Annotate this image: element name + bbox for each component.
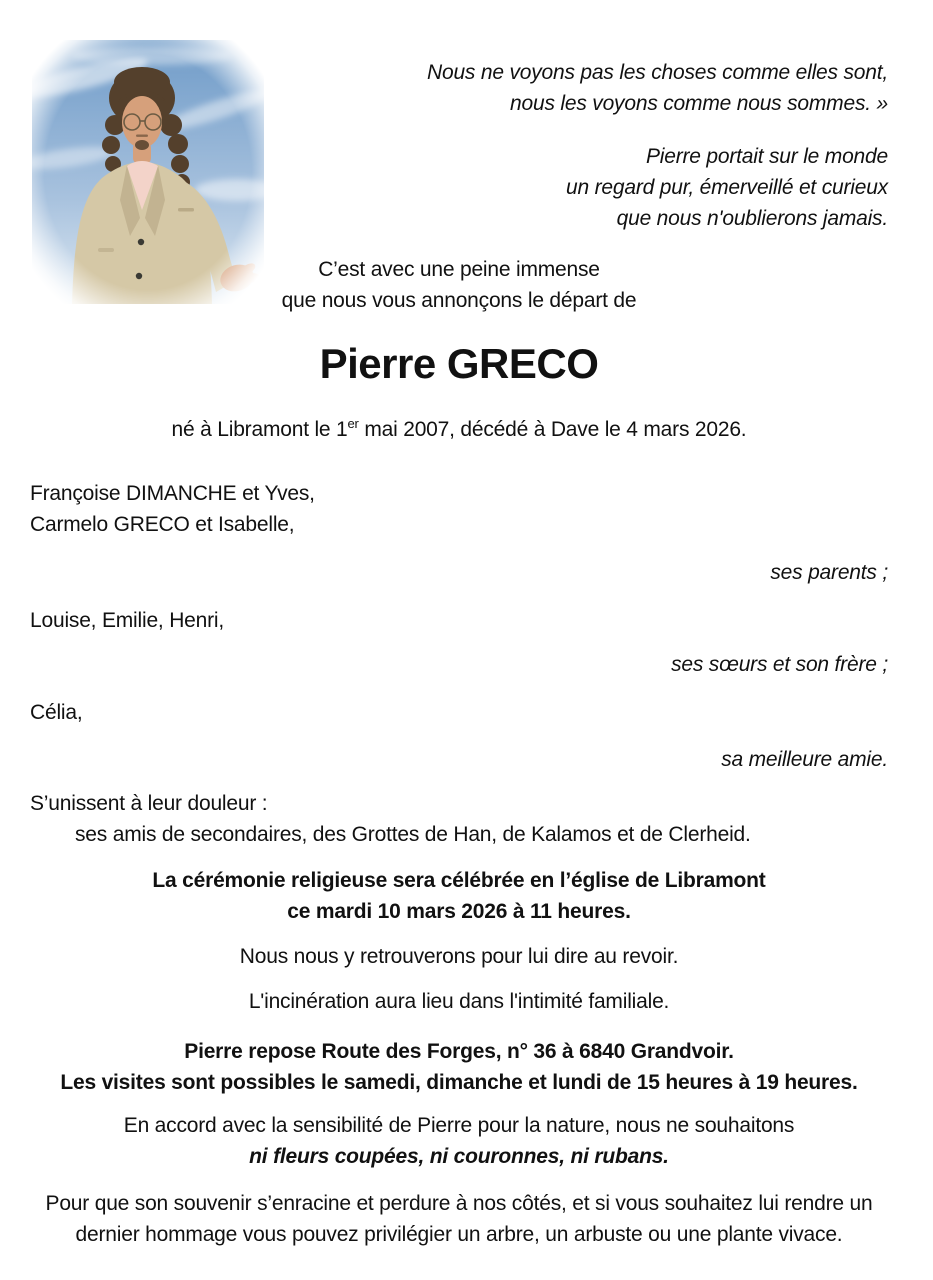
repose-details [30, 1036, 888, 1098]
relation-label-best-friend: sa meilleure amie. [721, 748, 888, 771]
relation-label-parents: ses parents ; [770, 561, 888, 584]
parents-names [30, 478, 888, 540]
repose-line2: Les visites sont possibles le samedi, dimanche et lundi de 15 heures à 19 heures. [60, 1071, 858, 1094]
life-dates-superscript: er [347, 416, 359, 431]
opening-quote-line1: Nous ne voyons pas les choses comme elles sont, [427, 61, 888, 84]
life-dates-prefix: né à Libramont le 1 [171, 418, 348, 441]
mourners-intro: S’unissent à leur douleur : [30, 792, 268, 815]
best-friend-name: Célia, [30, 701, 83, 724]
relation-label-siblings: ses sœurs et son frère ; [671, 653, 888, 676]
cremation-note: L'incinération aura lieu dans l'intimité familiale. [248, 990, 670, 1013]
deceased-name: Pierre GRECO [319, 340, 599, 387]
ceremony-line2: ce mardi 10 mars 2026 à 11 heures. [287, 900, 631, 923]
farewell-note: Nous nous y retrouverons pour lui dire au revoir. [239, 945, 679, 968]
announcement-line1: C’est avec une peine immense [318, 258, 600, 281]
tribute-line2: un regard pur, émerveillé et curieux [566, 176, 888, 199]
announcement-line2: que nous vous annonçons le départ de [281, 289, 637, 312]
parents-line2: Carmelo GRECO et Isabelle, [30, 513, 295, 536]
homage-line1: Pour que son souvenir s’enracine et perdure à nos côtés, et si vous souhaitez lui rendre un [45, 1192, 873, 1215]
opening-quote-line2: nous les voyons comme nous sommes. » [510, 92, 888, 115]
flowers-request [30, 1110, 888, 1172]
announcement-intro [30, 254, 888, 316]
siblings-names: Louise, Emilie, Henri, [30, 609, 225, 632]
homage-line2: dernier hommage vous pouvez privilégier un arbre, un arbuste ou une plante vivace. [75, 1223, 843, 1246]
flowers-line2: ni fleurs coupées, ni couronnes, ni rubans. [249, 1145, 669, 1168]
life-dates [30, 414, 888, 445]
mourners-section [30, 788, 888, 850]
flowers-line1: En accord avec la sensibilité de Pierre pour la nature, nous ne souhaitons [123, 1114, 795, 1137]
tribute-quote [30, 141, 888, 234]
opening-quote [30, 57, 888, 119]
tribute-line1: Pierre portait sur le monde [645, 145, 888, 168]
homage-suggestion [30, 1188, 888, 1250]
tribute-line3: que nous n'oublierons jamais. [616, 207, 888, 230]
life-dates-suffix: mai 2007, décédé à Dave le 4 mars 2026. [358, 418, 747, 441]
repose-line1: Pierre repose Route des Forges, n° 36 à 6840 Grandvoir. [184, 1040, 734, 1063]
parents-line1: Françoise DIMANCHE et Yves, [30, 482, 315, 505]
ceremony-line1: La cérémonie religieuse sera célébrée en l’église de Libramont [152, 869, 766, 892]
mourners-friends: ses amis de secondaires, des Grottes de Han, de Kalamos et de Clerheid. [75, 823, 751, 846]
ceremony-details [30, 865, 888, 927]
